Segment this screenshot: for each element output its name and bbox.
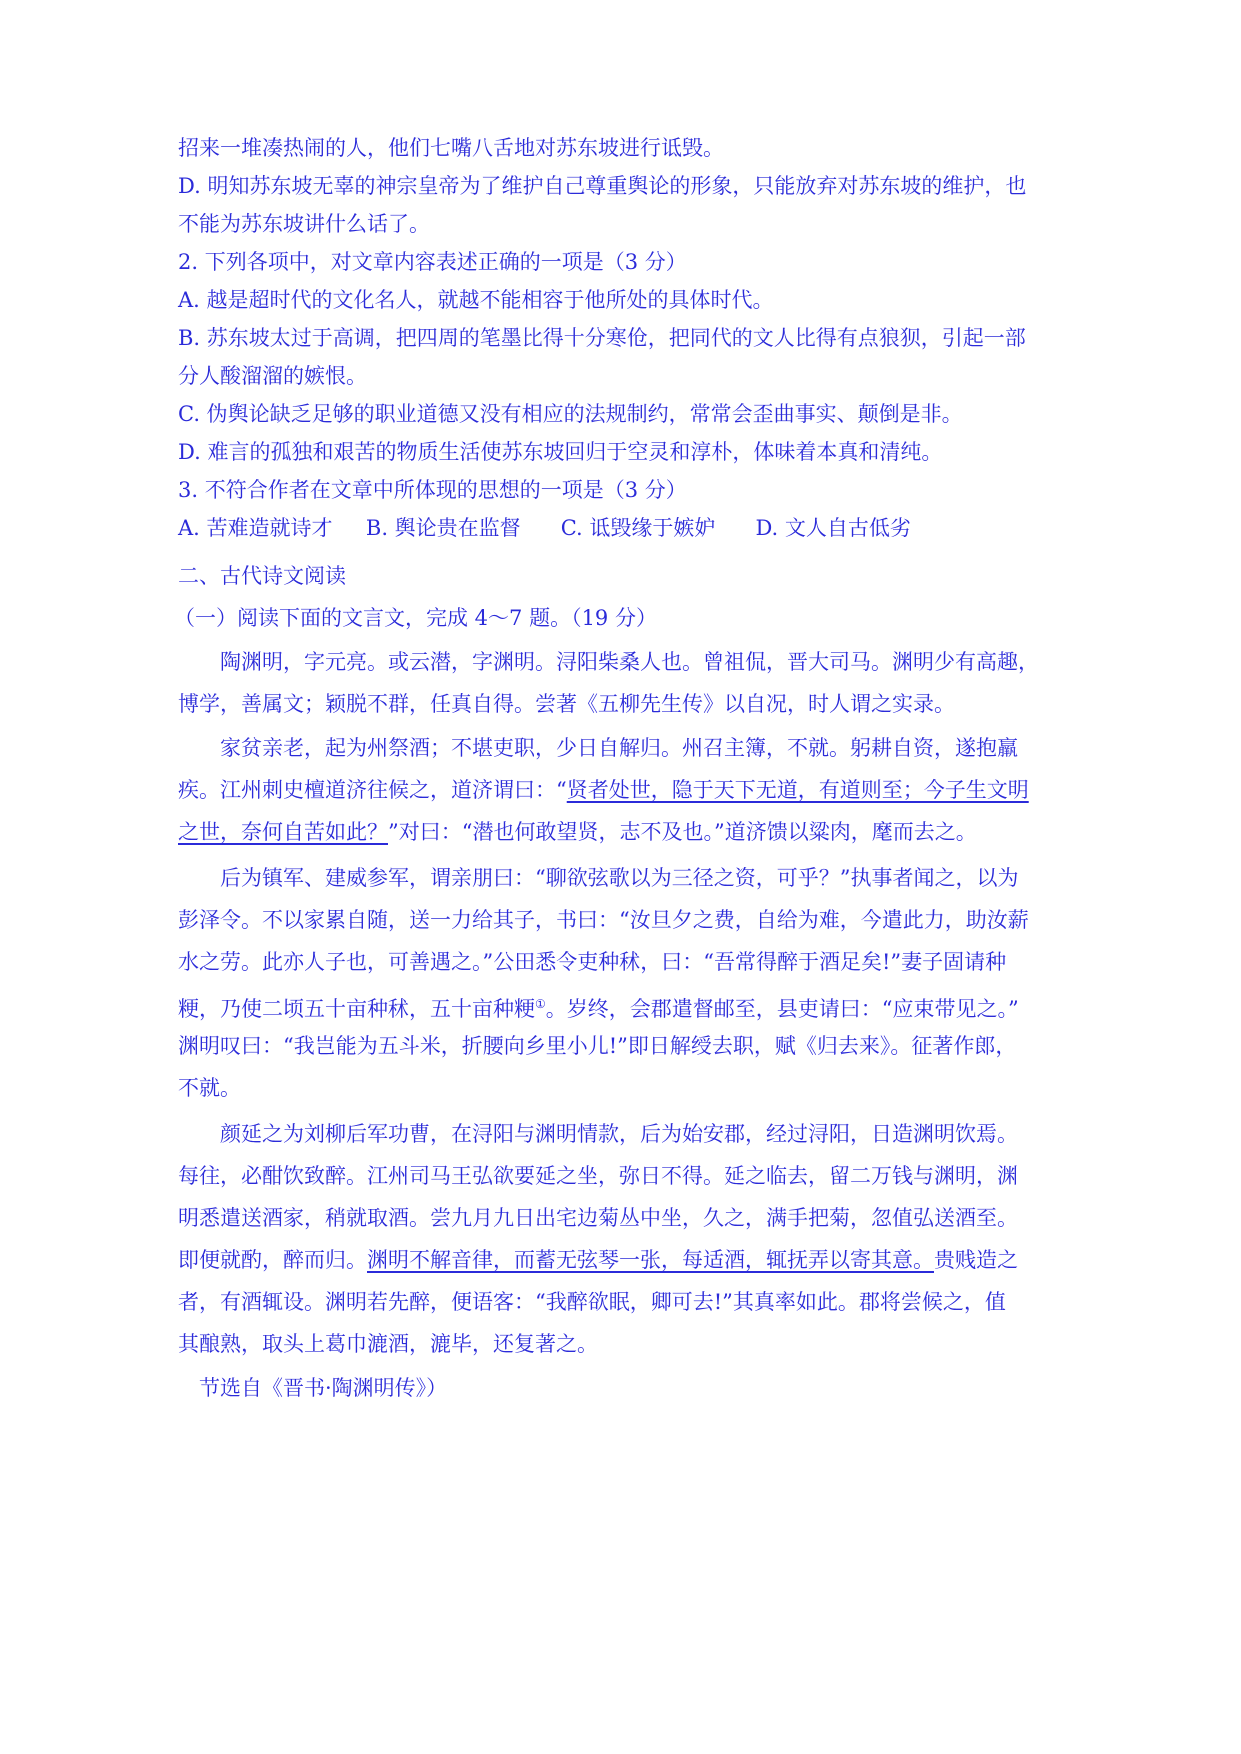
text-line: 不能为苏东坡讲什么话了。 [178, 212, 430, 236]
underlined-sentence: 渊明不解音律，而蓄无弦琴一张，每适酒，辄抚弄以寄其意。 [367, 1248, 934, 1272]
passage-line: 家贫亲老，起为州祭酒；不堪吏职，少日自解归。州召主簿，不就。躬耕自资，遂抱羸 [178, 736, 1018, 760]
passage-text: 疾。江州刺史檀道济往候之，道济谓曰：“ [178, 778, 567, 802]
question-3: 3. 不符合作者在文章中所体现的思想的一项是（3 分） [178, 478, 687, 502]
question-2: 2. 下列各项中，对文章内容表述正确的一项是（3 分） [178, 250, 687, 274]
text-line: 招来一堆凑热闹的人，他们七嘴八舌地对苏东坡进行诋毁。 [178, 136, 724, 160]
option-c-line: C. 伪舆论缺乏足够的职业道德又没有相应的法规制约，常常会歪曲事实、颠倒是非。 [178, 402, 963, 426]
underlined-sentence: 贤者处世，隐于天下无道，有道则至；今子生文明 [566, 778, 1029, 802]
passage-line [178, 989, 1073, 1024]
passage-text: 即便就酌，醉而归。 [178, 1248, 367, 1272]
source-citation: 节选自《晋书·陶渊明传》） [178, 1376, 448, 1400]
passage-line: 水之劳。此亦人子也，可善遇之。”公田悉令吏种秫，曰：“吾常得醉于酒足矣!”妻子固请种 [178, 950, 1007, 974]
passage-line: 渊明叹曰：“我岂能为五斗米，折腰向乡里小儿!”即日解绶去职，赋《归去来》。征著作郎， [178, 1034, 1017, 1058]
passage-line [178, 775, 1073, 805]
passage-line: 颜延之为刘柳后军功曹，在浔阳与渊明情款，后为始安郡，经过浔阳，日造渊明饮焉。 [178, 1122, 1018, 1146]
passage-text: 。岁终，会郡遣督邮至，县吏请曰：“应束带见之。” [545, 997, 1019, 1021]
passage-line: 博学，善属文；颖脱不群，任真自得。尝著《五柳先生传》以自况，时人谓之实录。 [178, 692, 955, 716]
passage-line: 不就。 [178, 1076, 241, 1100]
passage-line [178, 1245, 1073, 1275]
passage-text: ”对曰：“潜也何敢望贤，志不及也。”道济馈以粱肉，麾而去之。 [388, 820, 977, 844]
passage-line: 陶渊明，字元亮。或云潜，字渊明。浔阳柴桑人也。曾祖侃，晋大司马。渊明少有高趣， [178, 650, 1039, 674]
footnote-marker: ① [535, 997, 546, 1011]
underlined-sentence: 之世，奈何自苦如此？ [178, 820, 388, 844]
passage-line: 者，有酒辄设。渊明若先醉，便语客：“我醉欲眠，卿可去!”其真率如此。郡将尝候之，值 [178, 1290, 1006, 1314]
passage-line: 其酿熟，取头上葛巾漉酒，漉毕，还复著之。 [178, 1332, 598, 1356]
option-a-line: A. 越是超时代的文化名人，就越不能相容于他所处的具体时代。 [178, 288, 774, 312]
passage-line: 彭泽令。不以家累自随，送一力给其子，书曰：“汝旦夕之费，自给为难，今遣此力，助汝薪 [178, 908, 1029, 932]
subsection-heading: （一）阅读下面的文言文，完成 4～7 题。（19 分） [174, 606, 657, 630]
passage-line: 明悉遣送酒家，稍就取酒。尝九月九日出宅边菊丛中坐，久之，满手把菊，忽值弘送酒至。 [178, 1206, 1018, 1230]
section-heading: 二、古代诗文阅读 [178, 564, 346, 588]
passage-line [178, 817, 1073, 847]
passage-line: 后为镇军、建威参军，谓亲朋曰：“聊欲弦歌以为三径之资，可乎？”执事者闻之，以为 [178, 866, 1019, 890]
passage-text: 贵贱造之 [934, 1248, 1018, 1272]
option-b-line: B. 苏东坡太过于高调，把四周的笔墨比得十分寒伧，把同代的文人比得有点狼狈，引起一部 [178, 326, 1026, 350]
passage-line: 每往，必酣饮致醉。江州司马王弘欲要延之坐，弥日不得。延之临去，留二万钱与渊明，渊 [178, 1164, 1018, 1188]
question-3-options: A. 苦难造就诗才 B. 舆论贵在监督 C. 诋毁缘于嫉妒 D. 文人自古低劣 [178, 516, 911, 540]
option-d-line: D. 难言的孤独和艰苦的物质生活使苏东坡回归于空灵和淳朴，体味着本真和清纯。 [178, 440, 943, 464]
text-line: 分人酸溜溜的嫉恨。 [178, 364, 367, 388]
option-d-line: D. 明知苏东坡无辜的神宗皇帝为了维护自己尊重舆论的形象，只能放弃对苏东坡的维护，也 [178, 174, 1027, 198]
passage-text: 粳，乃使二顷五十亩种秫，五十亩种粳 [178, 997, 535, 1021]
